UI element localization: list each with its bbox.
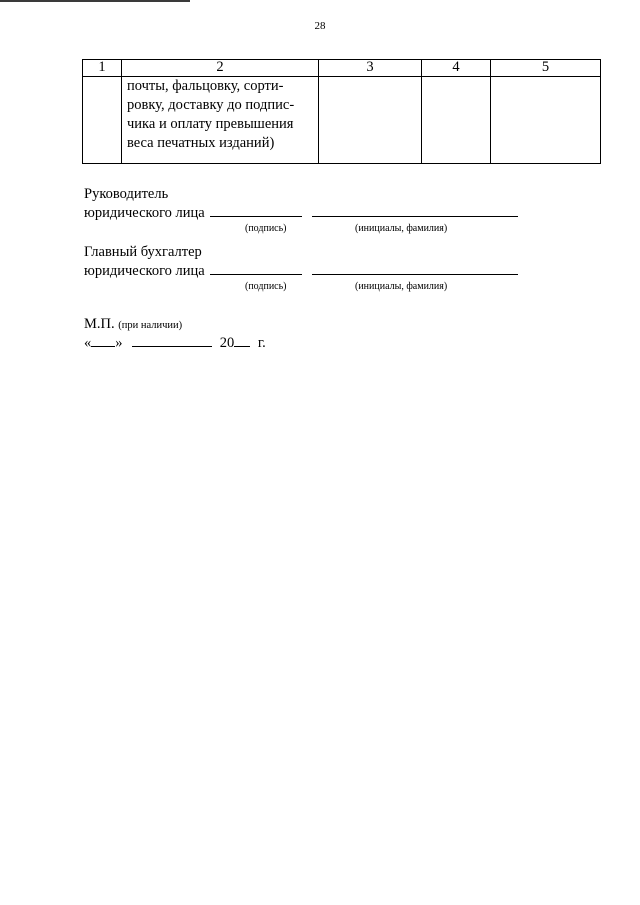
date-row: [84, 334, 544, 353]
accountant-caption-name: (инициалы, фамилия): [355, 281, 448, 292]
accountant-captions: [84, 281, 544, 296]
date-month-field[interactable]: [132, 334, 212, 347]
stamp-row: [84, 315, 544, 334]
head-caption-signature: (подпись): [245, 223, 287, 234]
accountant-title-line2-row: [84, 262, 544, 281]
head-title-line2-row: [84, 204, 544, 223]
cell-col-1: [83, 77, 122, 164]
accountant-signature-field[interactable]: [210, 262, 302, 275]
report-table: [82, 59, 601, 164]
accountant-name-field[interactable]: [312, 262, 518, 275]
stamp-label: М.П.: [84, 316, 115, 332]
date-open-quote: «: [84, 335, 92, 351]
stamp-note: (при наличии): [118, 320, 183, 331]
cell-text-line: чика и оплату превышения: [127, 116, 294, 132]
cell-text-line: веса печатных изданий): [127, 135, 275, 151]
date-year-field[interactable]: [234, 334, 250, 347]
accountant-caption-signature: (подпись): [245, 281, 287, 292]
column-header-3: 3: [319, 60, 422, 77]
head-title-line2: юридического лица: [84, 205, 205, 221]
date-day-field[interactable]: [91, 334, 115, 347]
cell-col-5: [491, 77, 601, 164]
head-name-field[interactable]: [312, 204, 518, 217]
cell-col-2: [122, 77, 319, 164]
cell-text-line: почты, фальцовку, сорти-: [127, 78, 284, 94]
date-close-quote: »: [115, 335, 123, 351]
column-header-1: 1: [83, 60, 122, 77]
head-title-line1: Руководитель: [84, 186, 169, 202]
scan-edge-mark: [0, 0, 190, 2]
head-captions: [84, 223, 544, 238]
cell-text-line: ровку, доставку до подпис-: [127, 97, 295, 113]
date-year-suffix: г.: [257, 335, 266, 351]
cell-col-4: [422, 77, 491, 164]
column-header-2: 2: [122, 60, 319, 77]
table-header-row: [83, 60, 601, 77]
column-header-4: 4: [422, 60, 491, 77]
accountant-title-line2: юридического лица: [84, 263, 205, 279]
accountant-title-line1: Главный бухгалтер: [84, 244, 202, 260]
head-signature-field[interactable]: [210, 204, 302, 217]
head-caption-name: (инициалы, фамилия): [355, 223, 448, 234]
signature-block: [84, 185, 544, 353]
cell-col-3: [319, 77, 422, 164]
page-number: 28: [314, 20, 326, 32]
table-row: [83, 77, 601, 164]
date-year-prefix: 20: [219, 335, 235, 351]
column-header-5: 5: [491, 60, 601, 77]
